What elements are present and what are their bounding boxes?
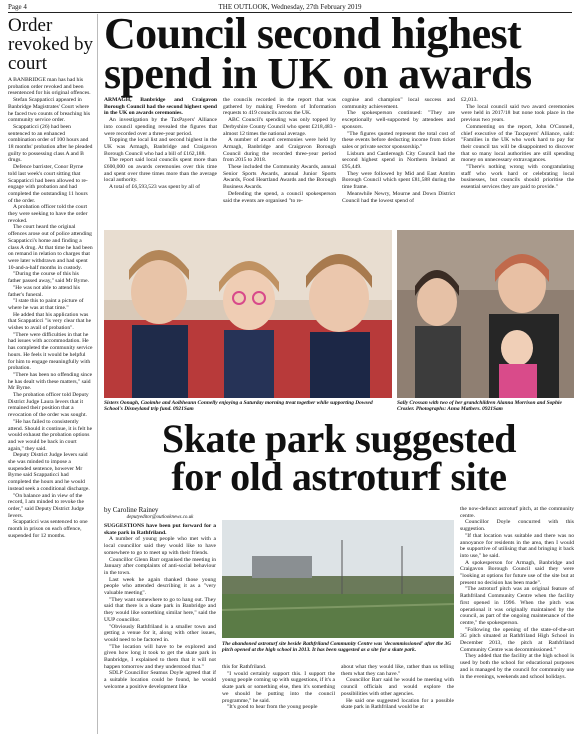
paragraph: He said one suggested location for a possible skate park in Rathfriland would be at [341, 697, 454, 711]
paragraph: Scappaticci was sentenced to one month in prison on each offence, suspended for 12 months. [8, 519, 88, 539]
paragraph: "There has been no offending since he has dealt with these matters," said Mr Byrne. [8, 371, 93, 392]
paragraph: Topping the local list and second highest in the UK was Armagh, Banbridge and Craigavon Borough Council who had a bill of £162,188. [104, 137, 217, 157]
paragraph: They added that the facility at the high school is used by both the school for educational purposes and is managed by the council for community use in the evenings, weekends and school holidays. [460, 653, 574, 680]
left-story [8, 14, 98, 734]
paragraph: Defence barrister, Conor Byrne told last week's court sitting that Scappaticci had been allowed to re-engage with probation and had completed the outstanding 11 hours of the order. [8, 164, 88, 204]
paragraph: A total of £6,593,523 was spent by all of [109, 184, 201, 191]
paragraph: SUGGESTIONS have been put forward for a skate park in Rathfriland. [104, 523, 216, 536]
caption-three-sisters: Sisters Oonagh, Caoimhe and Aoibheann Connelly enjoying a Saturday morning treat together while supporting Dowsed School's Disneyland trip fund. 0921Sam [104, 400, 373, 413]
paragraph: These included the Community Awards, annual Senior Sports Awards, annual Junior Sports Awards, Food Heartland Awards and the Borough Business Awards. [223, 164, 336, 191]
paragraph: Councillor Glenn Barr organised the meeting in January after complaints of anti-social behaviour in the town. [104, 556, 216, 576]
photo-astroturf-image [222, 520, 454, 638]
paragraph: A spokesperson for Armagh, Banbridge and Craigavon Borough Council said they were "looking at options for future use of the site but at present no decision has been made". [460, 559, 574, 586]
skate-col-2 [222, 664, 335, 734]
page-number: Page 4 [8, 3, 27, 11]
top-col-1 [104, 97, 217, 227]
skate-col-4-wrap [460, 506, 574, 734]
paragraph: Councillor Doyle concurred with this suggestion. [460, 519, 574, 533]
paragraph: The spokesperson continued: "They are exceptionally well-supported by attendees and sponsors. [342, 110, 455, 130]
paragraph: Last week he again thanked those young people who attended describing it as a "very valuable meeting". [104, 576, 216, 597]
skate-story-headline [104, 416, 574, 499]
caption-astroturf-site: The abandoned astroturf site beside Rathfriland Community Centre was 'decommissioned' after the 3G pitch opened at the high school in 2013. It has been suggested as a site for a skate park. [222, 641, 452, 654]
skate-lower-cols [222, 664, 454, 734]
paragraph: Scappaticci (26) had been sentenced to an enhanced combination order of 100 hours and 18 months' probation after he pleaded guilty to possessing class A and B drugs. [8, 123, 93, 164]
paragraph: SDLP Councillor Seamus Doyle agreed that if a suitable location could be found, he would welcome a positive development like [104, 670, 216, 690]
paragraph: He added that his application was that Scappaticci "is very clear that he wishes to avail of probation". [8, 311, 92, 332]
paragraph: Councillor Barr said he would be meeting with council officials and would explore the possibilities with other agencies. [341, 677, 454, 697]
left-story-body [8, 77, 93, 540]
paragraph: "Obviously Rathfriland is a smaller town and getting a venue for it, along with other issues, would need to be factored in. [104, 623, 216, 643]
paragraph: "During the course of this his father passed away," said Mr Byrne. [8, 271, 89, 285]
paragraph: this for Rathfriland. [222, 664, 267, 670]
skate-author-email: deputyeditor@outlooknews.co.uk [126, 515, 194, 520]
paragraph: ARMAGH, Banbridge and Craigavon Borough Council had the second highest spend in the UK on awards ceremonies. [104, 97, 217, 117]
paragraph: An investigation by the TaxPayers' Alliance into council spending revealed the figures that were recorded over a three-year period. [104, 117, 217, 137]
left-story-headline: Order revoked by court [8, 15, 93, 74]
top-story-body [104, 97, 574, 227]
paragraph: A probation officer told the court they were seeking to have the order revoked. [8, 204, 88, 224]
paragraph: Stefan Scappaticci appeared in Banbridge Magistrates' Court where he faced two counts of breaching his community service order. [8, 97, 91, 124]
top-col-3 [342, 97, 455, 227]
paragraph: ABC Council's spending was only topped by Derbyshire County Council who spent £218,483 - almost 12 times the national average. [223, 117, 336, 137]
paragraph: "There's nothing wrong with congratulating staff who work hard or celebrating local businesses, but councils should prioritise the essential services they are paid to provide." [461, 164, 574, 191]
paragraph: The report said local councils spent more than £600,000 on awards ceremonies over this time and spent over three times more than the average local authority. [104, 157, 217, 184]
paragraph: A number of award ceremonies were held by Armagh, Banbridge and Craigavon Borough Council during the recorded three-year period from 2015 to 2018. [223, 137, 336, 164]
skate-col-1 [104, 523, 216, 691]
paragraph: "It's good to hear from the young people [227, 704, 318, 711]
paragraph: "On balance and in view of the record, I am minded to revoke the order," said Deputy District Judge Ievers. [8, 492, 85, 519]
skate-col-3 [341, 664, 454, 734]
paragraph: Defending the spend, a council spokesperson said the events are organised "to re- [223, 190, 336, 204]
paragraph: the councils recorded in the report that was gathered by making Freedom of Information requests to 419 councils across the UK. [223, 97, 336, 117]
photo-three-sisters [104, 230, 392, 398]
paragraph: A BANBRIDGE man has had his probation order revoked and been resentenced for his original offences. [8, 77, 91, 97]
paragraph: Commenting on the report, John O'Connell, chief executive of the Taxpayers' Alliance, said: "Families in the UK who work hard to pay for their council tax will be disappointed to discover that so many local authorities are still spending money on unnecessary extravagances. [461, 123, 574, 164]
paragraph: "I state this to paint a picture of where he was at that time." [8, 298, 84, 311]
paragraph: "If that location was suitable and there was no annoyance for residents in the area, then I would be supportive of utilising that and bringing it back into use," he said. [460, 532, 574, 559]
paragraph: "They want somewhere to go to hang out. They said that there is a skate park in Banbridge and they would like something similar here," said the UUP councillor. [104, 596, 216, 623]
paper-title-date: THE OUTLOOK, Wednesday, 27th February 2019 [218, 3, 362, 11]
paragraph: "He has failed to consistently attend. Should it continue, it is felt he would exhaust the probation options and we would be back in court again," they said. [8, 418, 93, 452]
paragraph: Deputy District Judge Ievers said she was minded to impose a suspended sentence, however Mr Byrne said Scappaticci had completed the hours and he would instead seek a conditional discharge. [8, 452, 90, 492]
paragraph: "I would certainly support this. I support the young people coming up with suggestions, if it's a skate park or something else, then it's something we should be putting into the council programme," he said. [222, 670, 335, 704]
paragraph: "There were difficulties in that he had issues with accommodation. He has completed the community service hours. He feels it would be helpful for him to engage meaningfully with probation. [8, 331, 93, 372]
paragraph: about what they would like, rather than us telling them what they can have." [341, 664, 454, 677]
paragraph: They were followed by Mid and East Antrim Borough Council which spent £81,588 during the time frame. [342, 170, 455, 191]
caption-grandmother: Sally Crossan with two of her grandchildren Alanna Morrison and Sophie Crozier. Photographs: Anna Mathers. 0921Sam [397, 400, 562, 413]
skate-col-4 [460, 506, 574, 734]
skate-col-1-wrap [104, 506, 216, 734]
paragraph: A number of young people who met with a local councillor said they would like to have somewhere to go to meet up with their friends. [104, 536, 216, 556]
paragraph: "The location will have to be explored and given how long it took to get the skate park in Banbridge, I explained to them that it will not happen tomorrow and they understood that." [104, 643, 216, 670]
photo-grandmother [397, 230, 574, 398]
paragraph: the now-defunct astroturf pitch, at the community centre. [460, 506, 574, 519]
paragraph: "He was not able to attend his father's funeral. [8, 284, 80, 298]
paragraph: Meanwhile Newry, Mourne and Down District Council had the lowest spend of [342, 190, 455, 204]
top-headline-line1: Council second highest [104, 9, 522, 58]
photo-three-sisters-image [104, 230, 392, 398]
paragraph: "The astroturf pitch was an original feature of Rathfriland Community Centre when the facility first opened in 1996. When the pitch was operational it was originally maintained by the council, as part of the ongoing maintenance of the centre," the spokesperson. [460, 586, 574, 626]
paragraph: "Following the opening of the state-of-the-art 3G pitch situated at Rathfriland High School in December 2013, the pitch at Rathfriland Community Centre was decommissioned." [460, 626, 574, 653]
top-story-headline [104, 9, 574, 98]
paragraph: The probation officer told Deputy District Judge Laura Ievers that it remained their position that a revocation of the order was sought. [8, 392, 89, 419]
paragraph: cognise and champion" local success and community achievement. [342, 97, 455, 110]
paragraph: The local council said two award ceremonies were held in 2017/18 but none took place in the previous two years. [461, 103, 574, 124]
top-headline-line2: spend in UK on awards [104, 49, 532, 98]
top-col-2 [223, 97, 336, 227]
photo-astroturf-site [222, 520, 454, 638]
photo-grandmother-image [397, 230, 574, 398]
paragraph: £2,013. [461, 97, 478, 103]
skate-headline-line1: Skate park suggested [161, 416, 517, 461]
top-col-4 [461, 97, 574, 227]
paragraph: Lisburn and Castlereagh City Council had the second highest spend in Northern Ireland at £95,449. [342, 150, 455, 171]
paragraph: The court heard the original offences arose out of police attending Scappaticci's home and finding a class A drug. At that time he had been on remand in relation to charges that were later withdrawn and had spent 10-and-a-half months in custody. [8, 224, 93, 271]
paragraph: "The figures quoted represent the total cost of these events before deducting income from ticket sales or private sector sponsorship." [342, 130, 455, 150]
skate-byline: by Caroline Rainey [104, 506, 159, 514]
skate-headline-line2: for old astroturf site [171, 454, 507, 499]
